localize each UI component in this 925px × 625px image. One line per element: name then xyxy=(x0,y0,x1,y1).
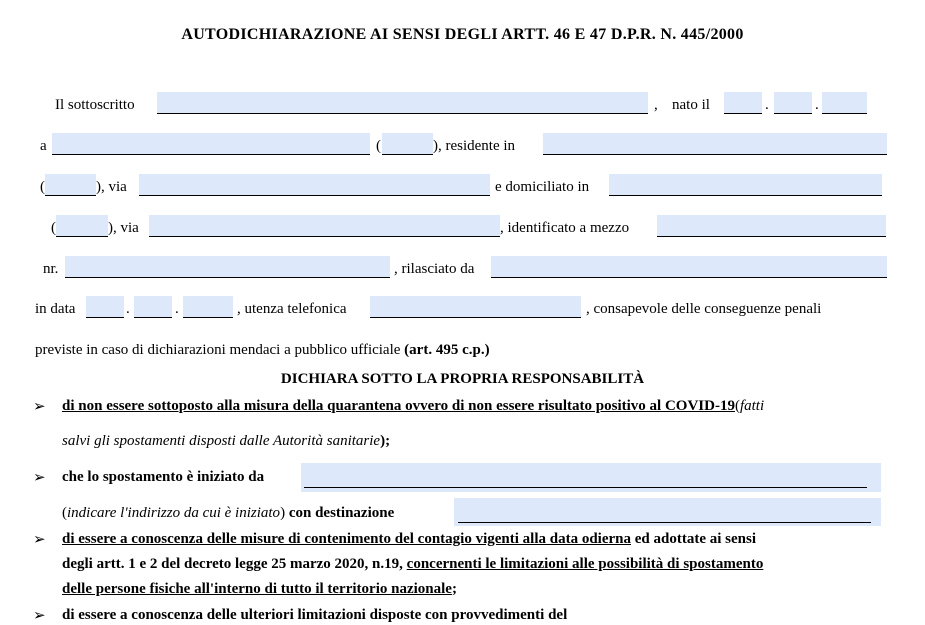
measures-limits: concernenti le limitazioni alle possibilità di spostamento xyxy=(406,556,764,572)
measures-territory: delle persone fisiche all'interno di tutto il territorio nazionale xyxy=(62,581,452,597)
issue-month-field[interactable] xyxy=(134,296,172,318)
comma: , xyxy=(654,97,658,113)
measures-end: ; xyxy=(451,581,457,597)
quarantine-end: ); xyxy=(380,433,391,449)
residence-province-field[interactable] xyxy=(45,174,96,196)
label-nato-il: nato il xyxy=(672,97,710,113)
bullet-measures-line3 xyxy=(62,581,457,598)
label-residente: ), residente in xyxy=(433,138,516,154)
birth-province-field[interactable] xyxy=(382,133,433,155)
domicile-province-field[interactable] xyxy=(56,215,108,237)
paren-open: ( xyxy=(51,220,56,236)
arrow-bullet-icon: ➢ xyxy=(33,608,46,624)
label-nr: nr. xyxy=(43,261,59,277)
name-field[interactable] xyxy=(157,92,648,114)
bullet-quarantine-line2 xyxy=(62,433,390,450)
destination-line xyxy=(458,521,871,523)
paren-open: ( xyxy=(734,398,740,414)
penalty-article: (art. 495 c.p.) xyxy=(404,342,490,358)
document-number-field[interactable] xyxy=(65,256,390,278)
label-rilasciato: , rilasciato da xyxy=(394,261,475,277)
paren-open: ( xyxy=(376,138,381,154)
quarantine-text: di non essere sottoposto alla misura della quarantena ovvero di non essere risultato positivo al COVID-19 xyxy=(62,398,735,414)
residence-city-field[interactable] xyxy=(543,133,887,155)
quarantine-note: salvi gli spostamenti disposti dalle Autorità sanitarie xyxy=(62,433,381,449)
destination-row xyxy=(62,505,394,522)
label-destination: con destinazione xyxy=(288,505,395,521)
label-consapevole: , consapevole delle conseguenze penali xyxy=(586,301,822,317)
label-identificato: , identificato a mezzo xyxy=(500,220,630,236)
dot: . xyxy=(126,301,130,317)
paren-close: ) xyxy=(280,505,286,521)
label-utenza: , utenza telefonica xyxy=(237,301,347,317)
id-document-field[interactable] xyxy=(657,215,886,237)
measures-text: di essere a conoscenza delle misure di contenimento del contagio vigenti alla data odierna xyxy=(62,531,631,547)
label-via: ), via xyxy=(108,220,139,236)
arrow-bullet-icon: ➢ xyxy=(33,399,46,415)
bullet-further-limits: di essere a conoscenza delle ulteriori limitazioni disposte con provvedimenti del xyxy=(62,607,568,623)
quarantine-note-start: fatti xyxy=(739,398,765,414)
document-title: AUTODICHIARAZIONE AI SENSI DEGLI ARTT. 46 E 47 D.P.R. N. 445/2000 xyxy=(181,26,744,43)
issue-year-field[interactable] xyxy=(183,296,233,318)
label-domiciliato: e domiciliato in xyxy=(495,179,590,195)
birth-place-field[interactable] xyxy=(52,133,370,155)
start-address-line xyxy=(304,486,867,488)
arrow-bullet-icon: ➢ xyxy=(33,470,46,486)
bullet-measures-line2 xyxy=(62,556,763,573)
label-a: a xyxy=(40,138,47,154)
label-in-data: in data xyxy=(35,301,76,317)
residence-street-field[interactable] xyxy=(139,174,490,196)
address-hint: indicare l'indirizzo da cui è iniziato xyxy=(67,505,281,521)
domicile-city-field[interactable] xyxy=(609,174,882,196)
label-via: ), via xyxy=(96,179,127,195)
dot: . xyxy=(815,97,819,113)
label-start-location: che lo spostamento è iniziato da xyxy=(62,469,265,485)
paren-open: ( xyxy=(40,179,45,195)
issue-day-field[interactable] xyxy=(86,296,124,318)
birth-day-field[interactable] xyxy=(724,92,762,114)
label-sottoscritto: Il sottoscritto xyxy=(55,97,135,113)
measures-rest: ed adottate ai sensi xyxy=(631,531,756,547)
dot: . xyxy=(175,301,179,317)
phone-field[interactable] xyxy=(370,296,581,318)
measures-decree: degli artt. 1 e 2 del decreto legge 25 marzo 2020, n.19, xyxy=(62,556,407,572)
penalty-statement xyxy=(35,342,490,359)
paren-open: ( xyxy=(62,505,67,521)
bullet-quarantine-line1 xyxy=(62,398,764,415)
domicile-street-field[interactable] xyxy=(149,215,500,237)
dot: . xyxy=(765,97,769,113)
section-heading: DICHIARA SOTTO LA PROPRIA RESPONSABILITÀ xyxy=(280,371,645,387)
penalty-text: previste in caso di dichiarazioni mendaci a pubblico ufficiale xyxy=(35,342,405,358)
issued-by-field[interactable] xyxy=(491,256,887,278)
birth-month-field[interactable] xyxy=(774,92,812,114)
arrow-bullet-icon: ➢ xyxy=(33,532,46,548)
birth-year-field[interactable] xyxy=(822,92,867,114)
bullet-measures-line1 xyxy=(62,531,756,548)
